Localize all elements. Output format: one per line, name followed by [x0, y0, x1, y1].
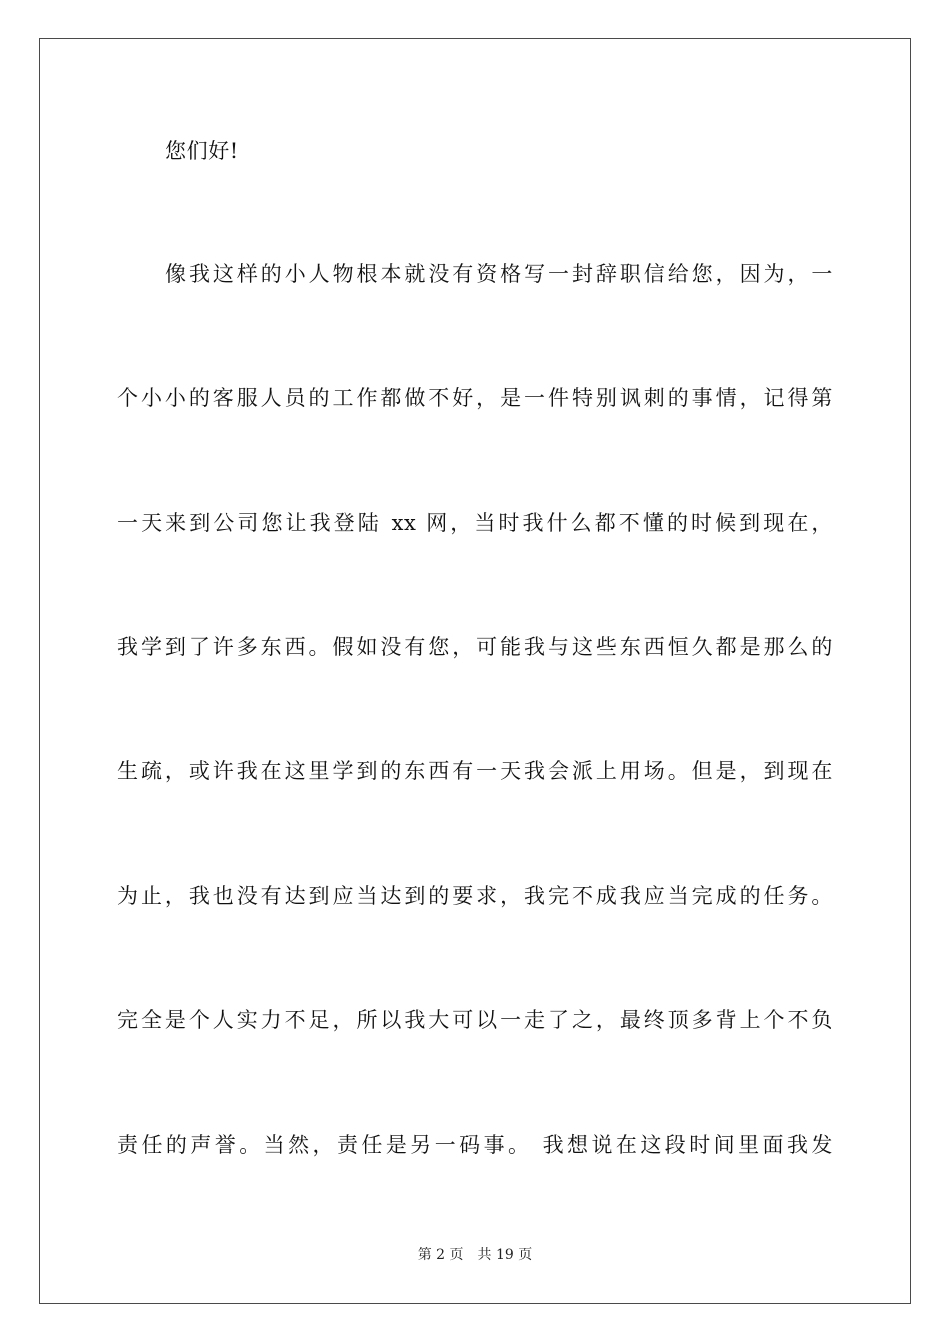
- paragraph-line-2: 个小小的客服人员的工作都做不好，是一件特别讽刺的事情，记得第: [117, 386, 833, 410]
- paragraph-line-6: 为止，我也没有达到应当达到的要求，我完不成我应当完成的任务。: [117, 884, 833, 908]
- page-number: 第 2 页: [417, 1247, 464, 1263]
- paragraph-line-1: 像我这样的小人物根本就没有资格写一封辞职信给您，因为，一: [165, 262, 833, 286]
- page-frame: [39, 38, 911, 1304]
- paragraph-line-4: 我学到了许多东西。假如没有您，可能我与这些东西恒久都是那么的: [117, 635, 833, 659]
- paragraph-line-5: 生疏，或许我在这里学到的东西有一天我会派上用场。但是，到现在: [117, 759, 833, 783]
- page-total: 共 19 页: [477, 1247, 533, 1263]
- page-footer: [0, 1245, 950, 1265]
- paragraph-line-3: 一天来到公司您让我登陆 xx 网，当时我什么都不懂的时候到现在，: [117, 511, 833, 535]
- paragraph-line-8: 责任的声誉。当然，责任是另一码事。 我想说在这段时间里面我发: [117, 1133, 833, 1157]
- greeting-line: 您们好!: [165, 139, 239, 163]
- paragraph-line-7: 完全是个人实力不足，所以我大可以一走了之，最终顶多背上个不负: [117, 1008, 833, 1032]
